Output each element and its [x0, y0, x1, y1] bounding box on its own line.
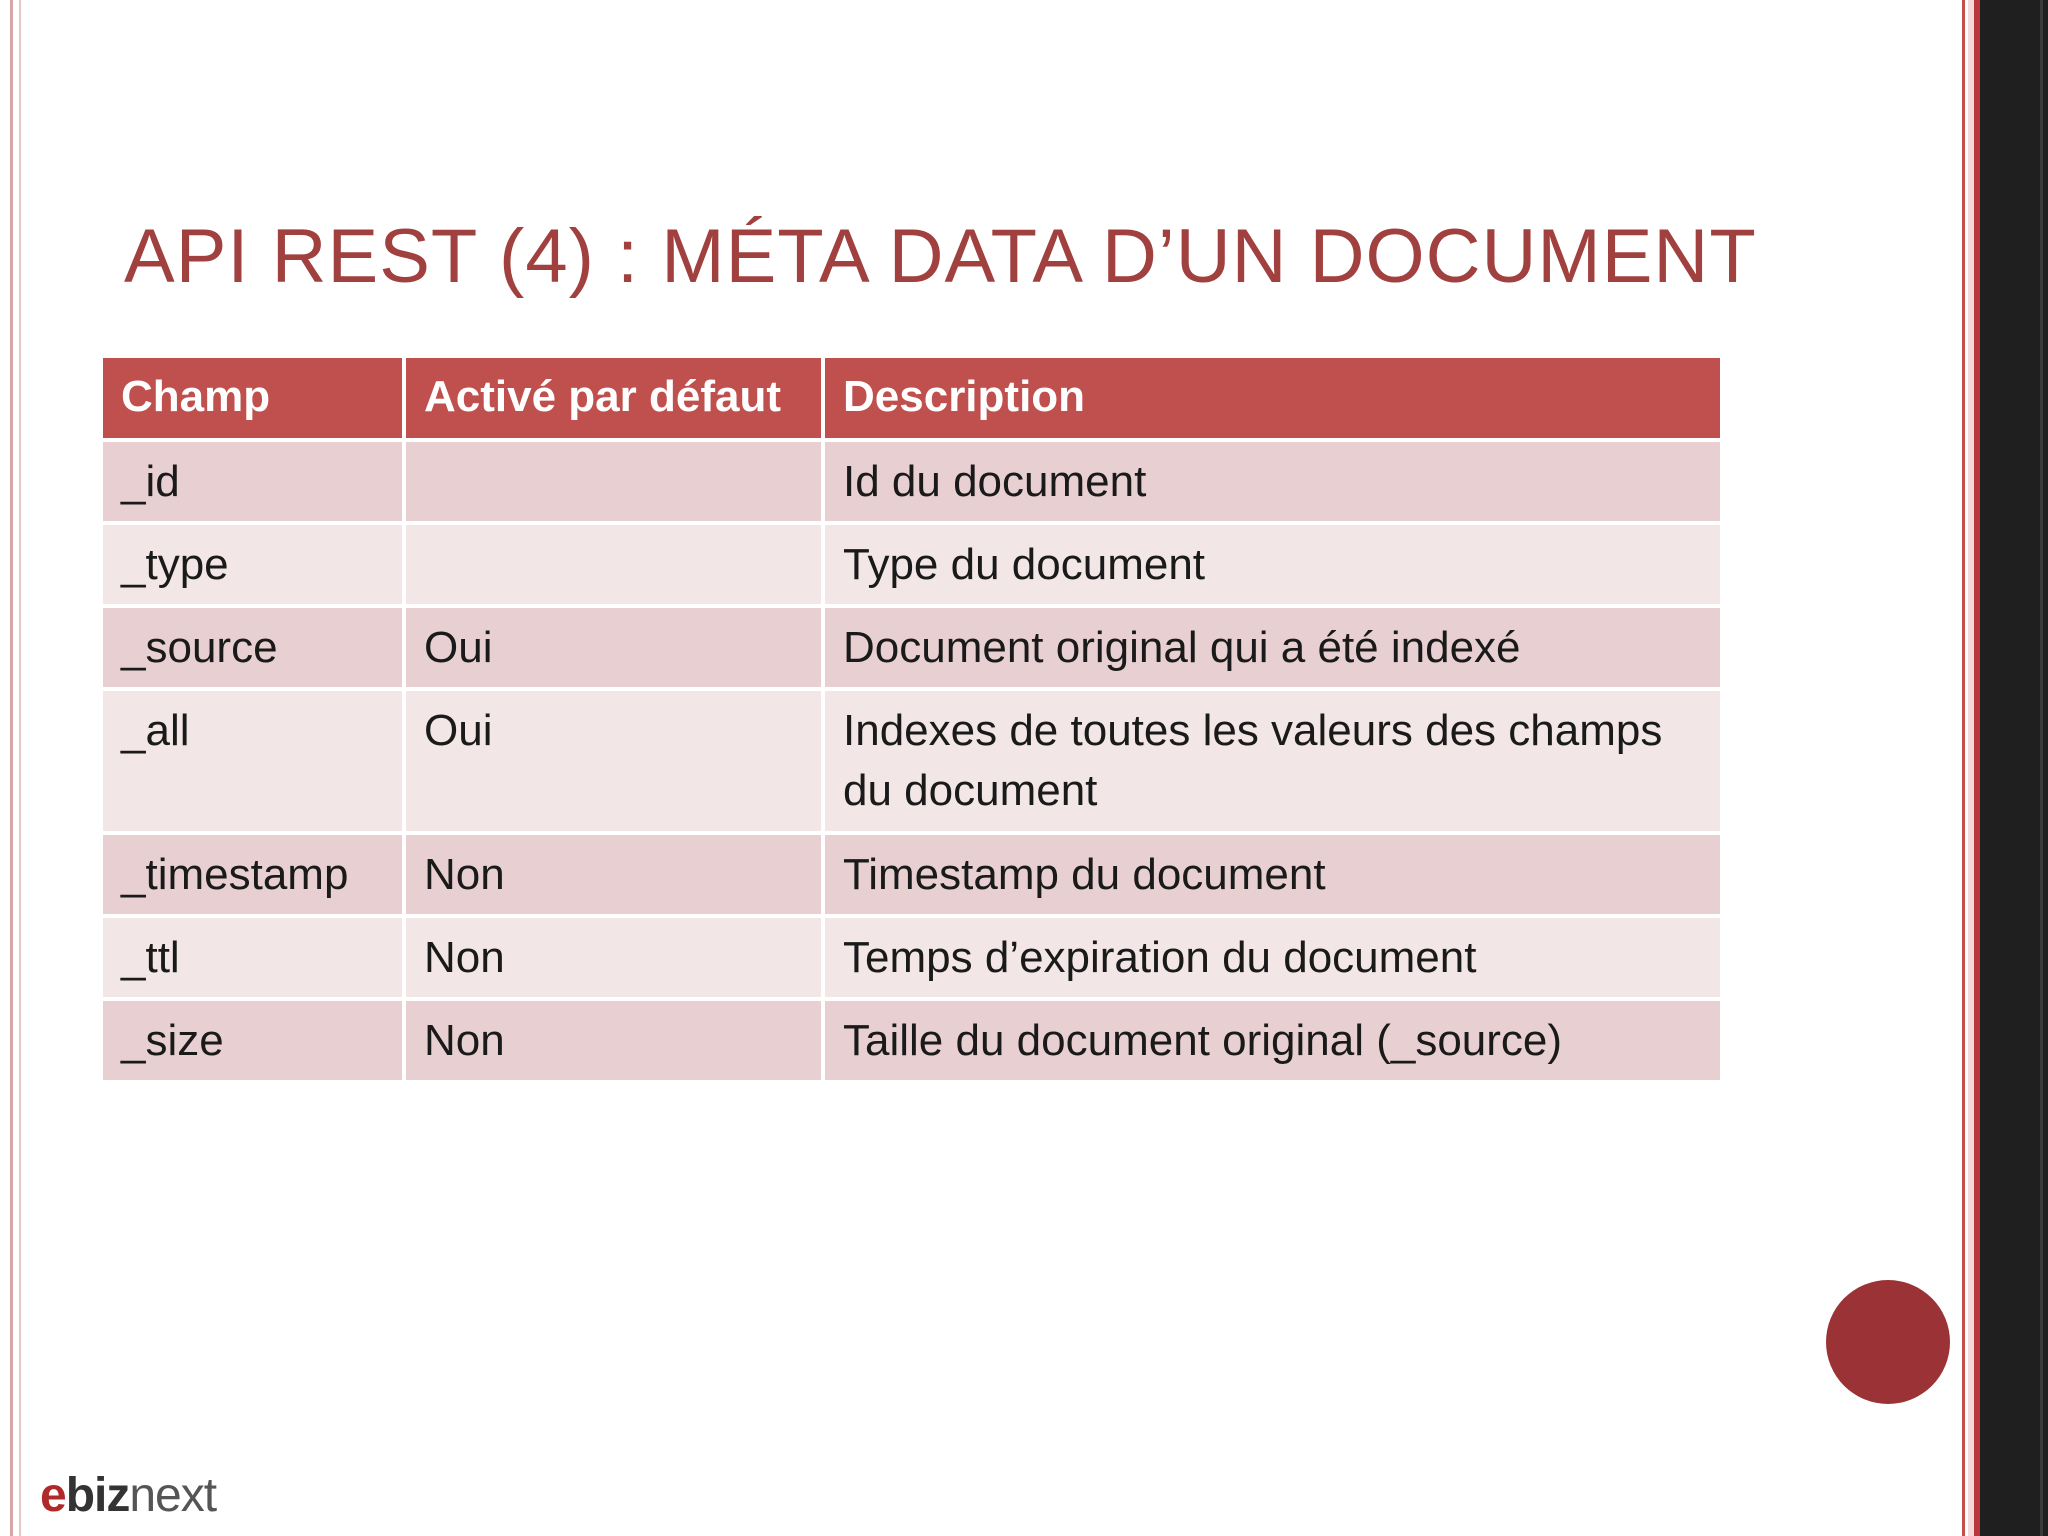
cell-description: Taille du document original (_source) — [825, 1001, 1720, 1080]
slide-title: API REST (4) : MÉTA DATA D’UN DOCUMENT — [124, 214, 1757, 299]
cell-champ: _source — [103, 608, 402, 687]
cell-default: Oui — [406, 691, 821, 831]
table-row — [103, 691, 1720, 831]
table-row — [103, 525, 1720, 604]
logo-part-biz: biz — [65, 1469, 130, 1522]
right-dark-frame — [1980, 0, 2048, 1536]
table-row — [103, 918, 1720, 997]
cell-default — [406, 442, 821, 521]
header-cell-active-par-defaut: Activé par défaut — [406, 358, 821, 438]
right-dark-frame-line — [2040, 0, 2043, 1536]
cell-champ: _all — [103, 691, 402, 831]
metadata-table — [99, 354, 1724, 1084]
table-header-row — [103, 358, 1720, 438]
cell-default — [406, 525, 821, 604]
decorative-circle — [1826, 1280, 1950, 1404]
left-border-rule — [10, 0, 13, 1536]
cell-champ: _size — [103, 1001, 402, 1080]
cell-champ: _id — [103, 442, 402, 521]
cell-default: Non — [406, 835, 821, 914]
cell-description: Document original qui a été indexé — [825, 608, 1720, 687]
header-cell-description: Description — [825, 358, 1720, 438]
table-row — [103, 1001, 1720, 1080]
cell-description: Temps d’expiration du document — [825, 918, 1720, 997]
table-row — [103, 835, 1720, 914]
header-cell-champ: Champ — [103, 358, 402, 438]
cell-description: Id du document — [825, 442, 1720, 521]
ebiznext-logo — [40, 1468, 216, 1523]
cell-champ: _type — [103, 525, 402, 604]
cell-champ: _ttl — [103, 918, 402, 997]
table-row — [103, 608, 1720, 687]
cell-description: Indexes de toutes les valeurs des champs du document — [825, 691, 1720, 831]
cell-description: Timestamp du document — [825, 835, 1720, 914]
cell-champ: _timestamp — [103, 835, 402, 914]
table-row — [103, 442, 1720, 521]
right-border-thin-rule — [1962, 0, 1965, 1536]
cell-default: Oui — [406, 608, 821, 687]
cell-default: Non — [406, 1001, 821, 1080]
logo-part-e: e — [40, 1469, 66, 1522]
cell-description: Type du document — [825, 525, 1720, 604]
cell-default: Non — [406, 918, 821, 997]
logo-part-next: next — [129, 1469, 217, 1522]
left-border-rule-inner — [19, 0, 21, 1536]
